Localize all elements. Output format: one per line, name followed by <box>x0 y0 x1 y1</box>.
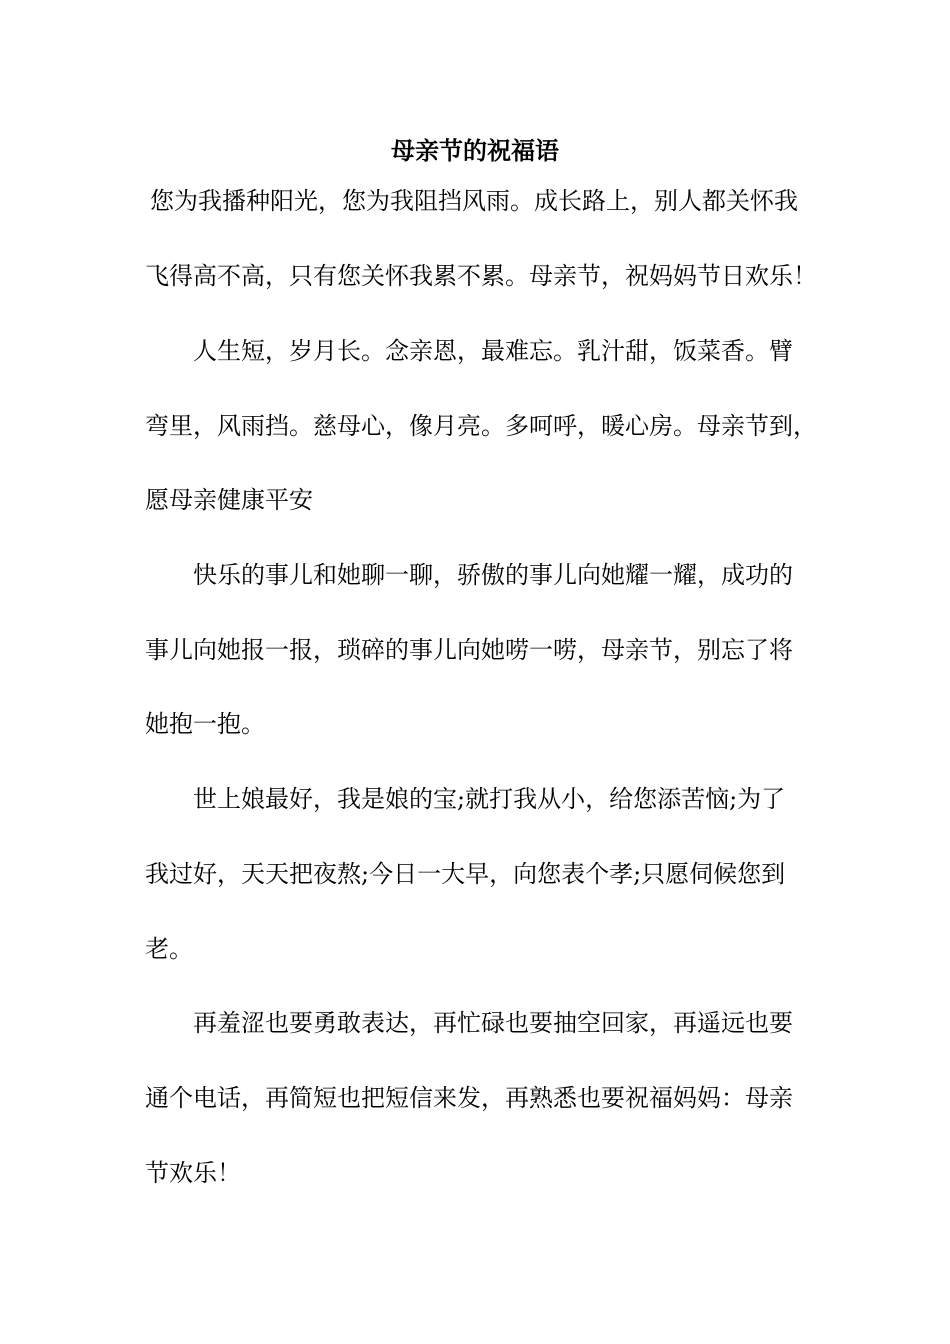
paragraph-4-line-3: 老。 <box>145 935 193 963</box>
paragraph-5-line-1: 再羞涩也要勇敢表达，再忙碌也要抽空回家，再遥远也要 <box>193 1009 793 1037</box>
paragraph-3-line-1: 快乐的事儿和她聊一聊，骄傲的事儿向她耀一耀，成功的 <box>193 561 793 589</box>
paragraph-2-line-2: 弯里，风雨挡。慈母心，像月亮。多呵呼，暖心房。母亲节到， <box>145 412 817 440</box>
page-title: 母亲节的祝福语 <box>391 136 559 165</box>
paragraph-5-line-2: 通个电话，再简短也把短信来发，再熟悉也要祝福妈妈：母亲 <box>145 1084 793 1112</box>
paragraph-2-line-1: 人生短，岁月长。念亲恩，最难忘。乳汁甜，饭菜香。臂 <box>193 337 793 365</box>
paragraph-1-line-1: 您为我播种阳光，您为我阻挡风雨。成长路上，别人都关怀我 <box>150 187 798 215</box>
paragraph-1-line-2: 飞得高不高，只有您关怀我累不累。母亲节，祝妈妈节日欢乐！ <box>145 262 817 290</box>
paragraph-4-line-2: 我过好，天天把夜熬;今日一大早，向您表个孝;只愿伺候您到 <box>145 860 786 888</box>
paragraph-2-line-3: 愿母亲健康平安 <box>145 486 313 514</box>
paragraph-5-line-3: 节欢乐！ <box>145 1159 241 1187</box>
paragraph-4-line-1: 世上娘最好，我是娘的宝;就打我从小，给您添苦恼;为了 <box>193 785 786 813</box>
paragraph-3-line-2: 事儿向她报一报，琐碎的事儿向她唠一唠，母亲节，别忘了将 <box>145 636 793 664</box>
paragraph-3-line-3: 她抱一抱。 <box>145 710 265 738</box>
